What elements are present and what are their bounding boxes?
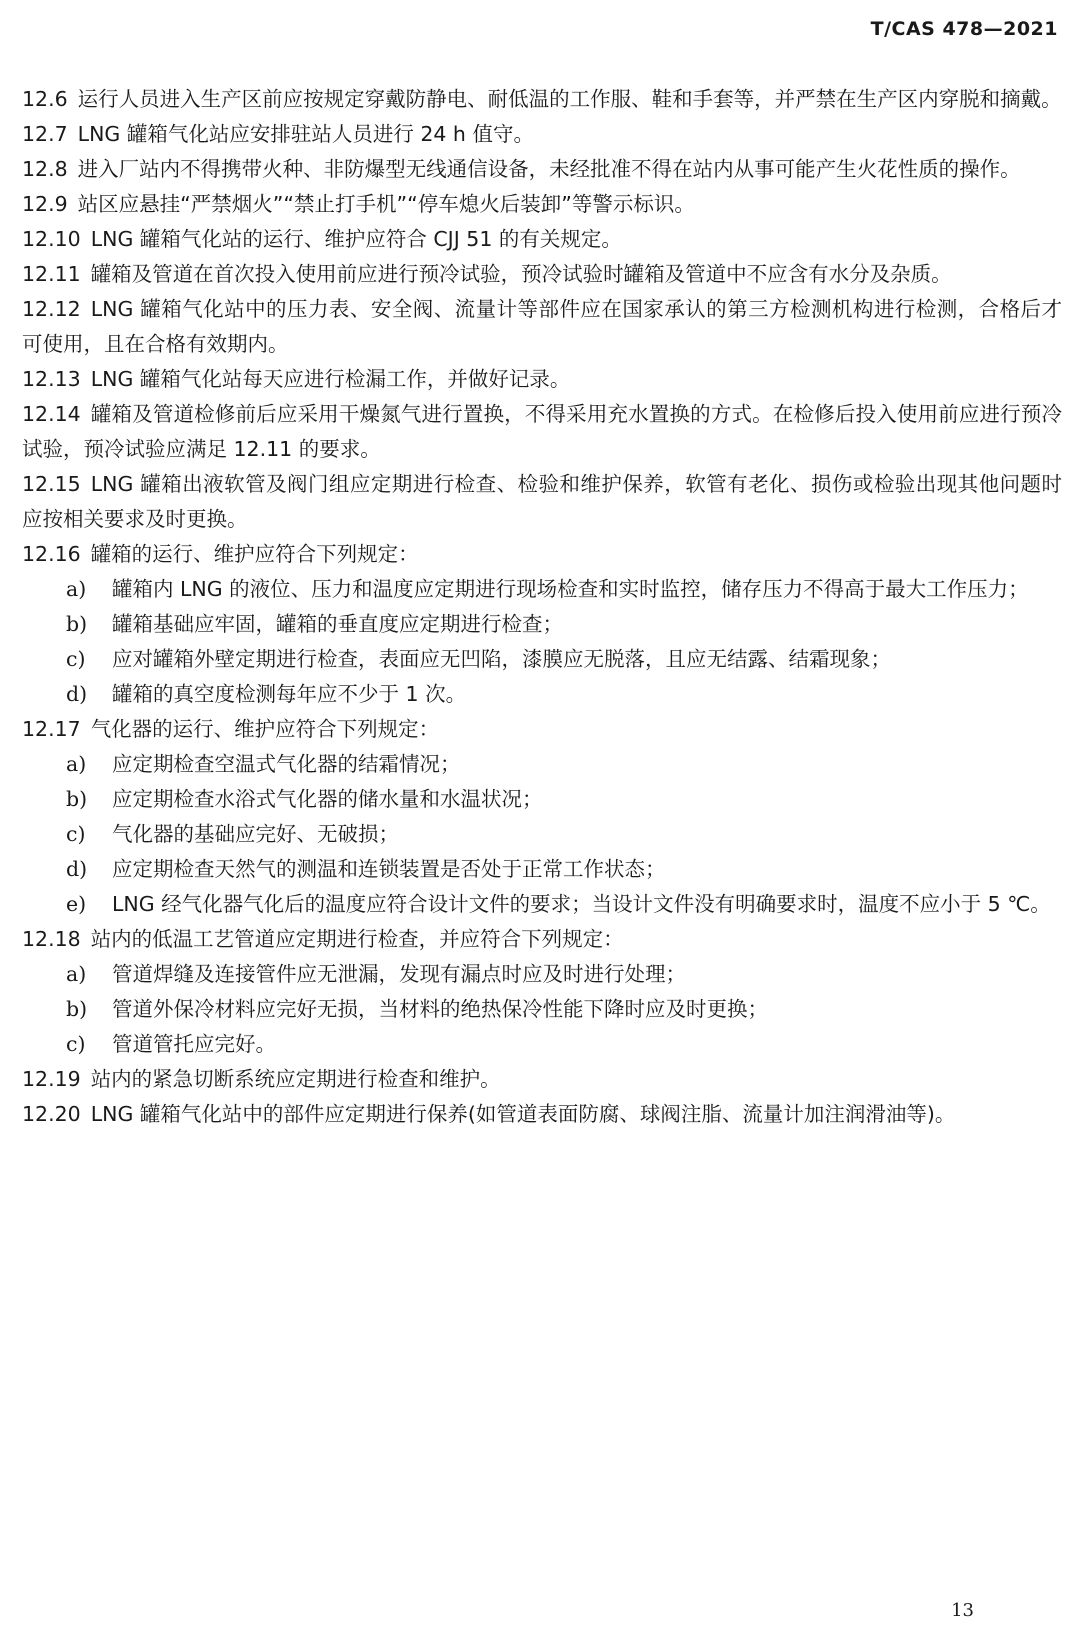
clause-12-18: 12.18 站内的低温工艺管道应定期进行检查，并应符合下列规定： — [22, 927, 624, 951]
page-number: 13 — [951, 1600, 974, 1621]
clause-12-9: 12.9 站区应悬挂“严禁烟火”“禁止打手机”“停车熄火后装卸”等警示标识。 — [22, 192, 695, 216]
list-item: a) 管道焊缝及连接管件应无泄漏，发现有漏点时应及时进行处理； — [66, 962, 686, 986]
clause-12-10: 12.10 LNG 罐箱气化站的运行、维护应符合 CJJ 51 的有关规定。 — [22, 227, 622, 251]
clause-12-20: 12.20 LNG 罐箱气化站中的部件应定期进行保养(如管道表面防腐、球阀注脂、流量计加注润滑油等)。 — [22, 1102, 956, 1126]
clause-12-6: 12.6 运行人员进入生产区前应按规定穿戴防静电、耐低温的工作服、鞋和手套等，并严禁在生产区内穿脱和摘戴。 — [22, 87, 1062, 111]
list-item: d) 罐箱的真空度检测每年应不少于 1 次。 — [66, 682, 467, 706]
clause-12-19: 12.19 站内的紧急切断系统应定期进行检查和维护。 — [22, 1067, 501, 1091]
clause-12-11: 12.11 罐箱及管道在首次投入使用前应进行预冷试验，预冷试验时罐箱及管道中不应含有水分及杂质。 — [22, 262, 952, 286]
list-item: d) 应定期检查天然气的测温和连锁装置是否处于正常工作状态； — [66, 857, 666, 881]
list-item: c) 气化器的基础应完好、无破损； — [66, 822, 399, 846]
clause-12-7: 12.7 LNG 罐箱气化站应安排驻站人员进行 24 h 值守。 — [22, 122, 534, 146]
document-code: T/CAS 478—2021 — [870, 18, 1058, 40]
list-item: a) 应定期检查空温式气化器的结霜情况； — [66, 752, 461, 776]
list-item: b) 管道外保冷材料应完好无损，当材料的绝热保冷性能下降时应及时更换； — [66, 997, 768, 1021]
clause-12-17: 12.17 气化器的运行、维护应符合下列规定： — [22, 717, 440, 741]
clause-12-16: 12.16 罐箱的运行、维护应符合下列规定： — [22, 542, 419, 566]
document-body — [22, 82, 1062, 1132]
clause-12-12: 12.12 LNG 罐箱气化站中的压力表、安全阀、流量计等部件应在国家承认的第三方检测机构进行检测，合格后才可使用，且在合格有效期内。 — [22, 297, 1062, 356]
clause-12-8: 12.8 进入厂站内不得携带火种、非防爆型无线通信设备，未经批准不得在站内从事可能产生火花性质的操作。 — [22, 157, 1021, 181]
list-item: b) 罐箱基础应牢固，罐箱的垂直度应定期进行检查； — [66, 612, 563, 636]
clause-12-15: 12.15 LNG 罐箱出液软管及阀门组应定期进行检查、检验和维护保养，软管有老化、损伤或检验出现其他问题时应按相关要求及时更换。 — [22, 472, 1062, 531]
list-item: b) 应定期检查水浴式气化器的储水量和水温状况； — [66, 787, 543, 811]
list-item: e) LNG 经气化器气化后的温度应符合设计文件的要求；当设计文件没有明确要求时，温度不应小于 5 ℃。 — [66, 892, 1051, 916]
list-item: a) 罐箱内 LNG 的液位、压力和温度应定期进行现场检查和实时监控，储存压力不得高于最大工作压力； — [66, 577, 1029, 601]
clause-12-13: 12.13 LNG 罐箱气化站每天应进行检漏工作，并做好记录。 — [22, 367, 571, 391]
list-item: c) 应对罐箱外壁定期进行检查，表面应无凹陷，漆膜应无脱落，且应无结露、结霜现象； — [66, 647, 891, 671]
clause-12-14: 12.14 罐箱及管道检修前后应采用干燥氮气进行置换，不得采用充水置换的方式。在检修后投入使用前应进行预冷试验，预冷试验应满足 12.11 的要求。 — [22, 402, 1062, 461]
list-item: c) 管道管托应完好。 — [66, 1032, 276, 1056]
